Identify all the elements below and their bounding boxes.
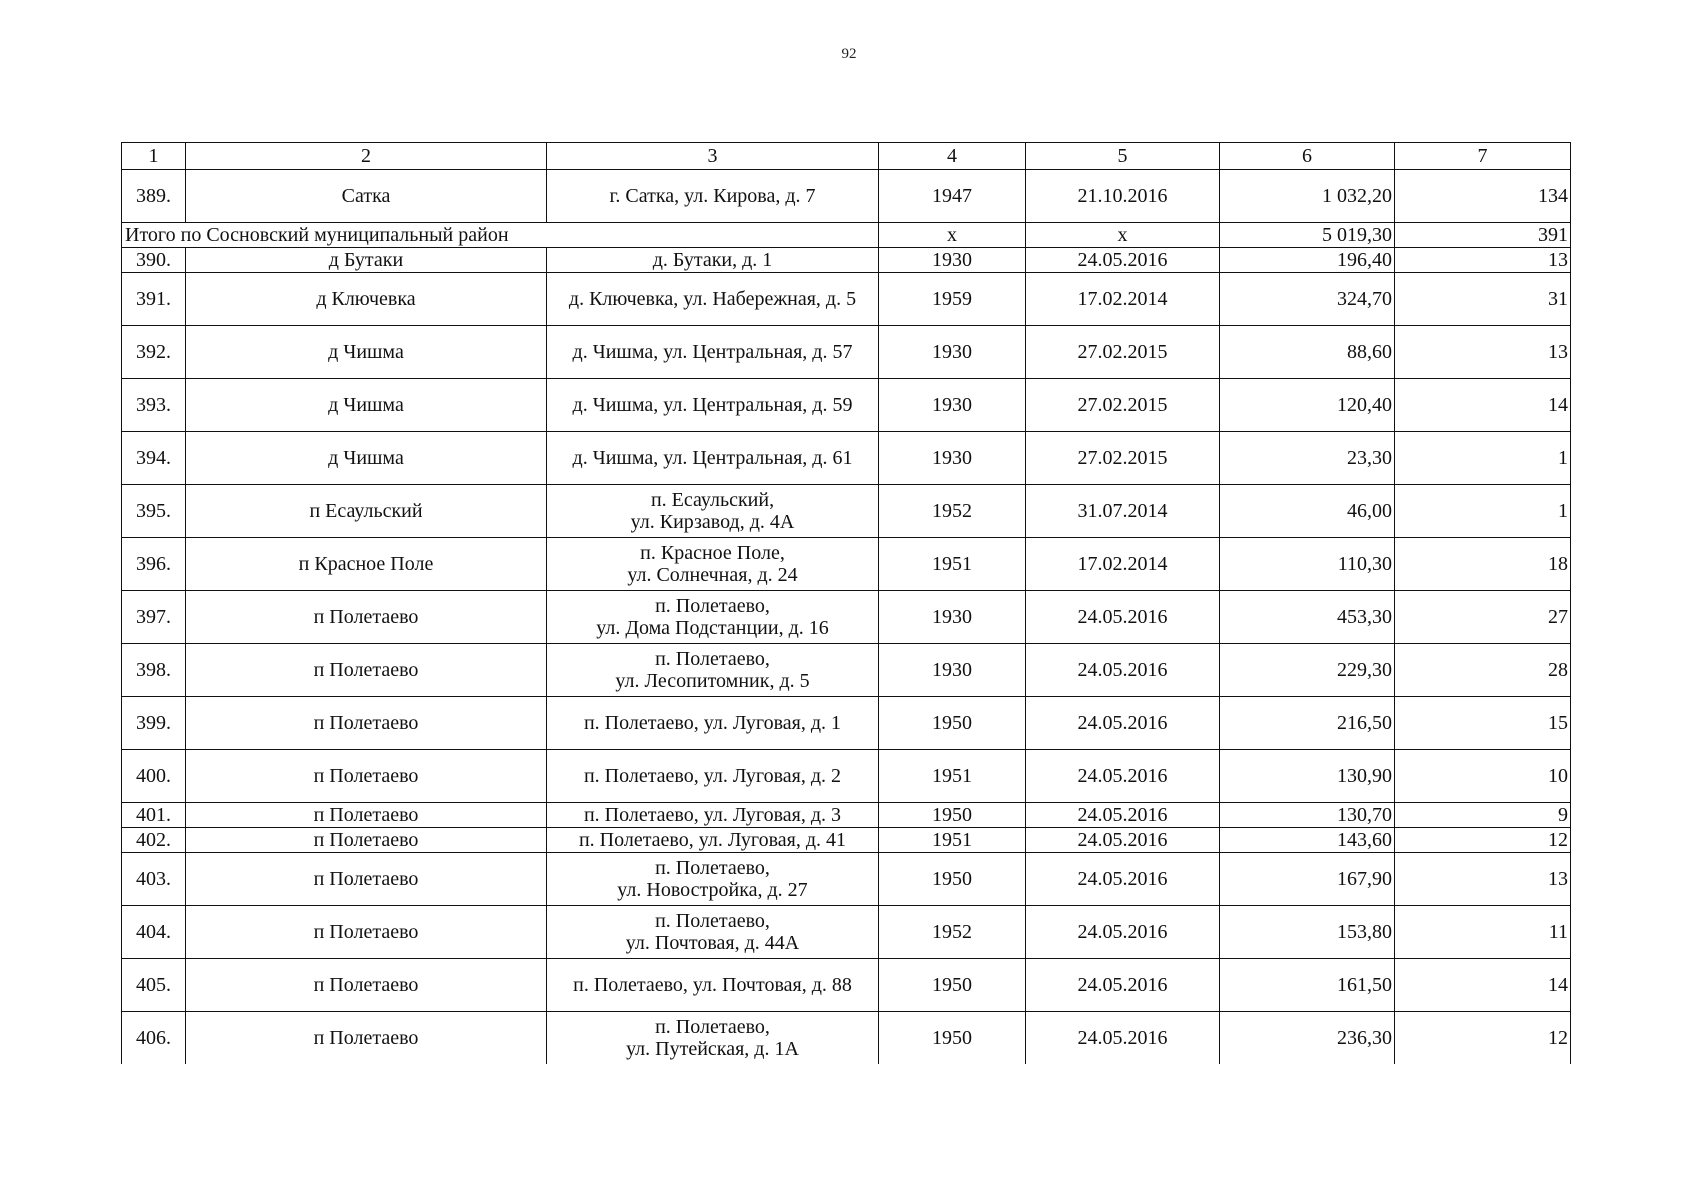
row-number: 402.: [122, 828, 186, 853]
column-number: 1: [122, 143, 186, 170]
address-line: п. Полетаево, ул. Луговая, д. 3: [583, 804, 842, 826]
area-cell: 23,30: [1220, 432, 1395, 485]
count-cell: 14: [1395, 379, 1571, 432]
table-row: [122, 379, 1571, 432]
address-line: д. Чишма, ул. Центральная, д. 61: [572, 447, 853, 469]
address-line: д. Чишма, ул. Центральная, д. 59: [572, 394, 853, 416]
date-cell: 31.07.2014: [1026, 485, 1220, 538]
area-cell: 229,30: [1220, 644, 1395, 697]
locality-cell: Сатка: [186, 170, 547, 223]
locality-cell: п Полетаево: [186, 853, 547, 906]
row-number: 400.: [122, 750, 186, 803]
date-cell: 24.05.2016: [1026, 591, 1220, 644]
count-cell: 1: [1395, 432, 1571, 485]
row-number: 394.: [122, 432, 186, 485]
table-row: [122, 538, 1571, 591]
date-cell: 17.02.2014: [1026, 273, 1220, 326]
area-cell: 1 032,20: [1220, 170, 1395, 223]
address-cell: [547, 697, 879, 750]
table-row: [122, 432, 1571, 485]
address-cell: [547, 273, 879, 326]
table-row: [122, 750, 1571, 803]
address-cell: [547, 828, 879, 853]
locality-cell: п Полетаево: [186, 1012, 547, 1065]
address-line: д. Бутаки, д. 1: [652, 249, 773, 271]
year-cell: 1950: [879, 697, 1026, 750]
locality-cell: п Полетаево: [186, 591, 547, 644]
area-cell: 196,40: [1220, 248, 1395, 273]
year-cell: х: [879, 223, 1026, 248]
total-label: Итого по Сосновский муниципальный район: [122, 223, 879, 248]
year-cell: 1930: [879, 248, 1026, 273]
row-number: 406.: [122, 1012, 186, 1065]
area-cell: 143,60: [1220, 828, 1395, 853]
locality-cell: п Полетаево: [186, 959, 547, 1012]
locality-cell: п Полетаево: [186, 644, 547, 697]
row-number: 401.: [122, 803, 186, 828]
count-cell: 11: [1395, 906, 1571, 959]
address-line: п. Полетаево, ул. Луговая, д. 41: [578, 829, 847, 851]
year-cell: 1930: [879, 379, 1026, 432]
address-line: ул. Новостройка, д. 27: [617, 879, 808, 901]
locality-cell: п Красное Поле: [186, 538, 547, 591]
locality-cell: д Чишма: [186, 379, 547, 432]
date-cell: 27.02.2015: [1026, 432, 1220, 485]
area-cell: 120,40: [1220, 379, 1395, 432]
area-cell: 236,30: [1220, 1012, 1395, 1065]
count-cell: 12: [1395, 1012, 1571, 1065]
year-cell: 1951: [879, 828, 1026, 853]
year-cell: 1930: [879, 326, 1026, 379]
date-cell: 24.05.2016: [1026, 1012, 1220, 1065]
table-body: [122, 143, 1571, 1065]
address-line: п. Полетаево, ул. Луговая, д. 1: [583, 712, 842, 734]
area-cell: 167,90: [1220, 853, 1395, 906]
address-line: п. Полетаево, ул. Луговая, д. 2: [583, 765, 842, 787]
year-cell: 1947: [879, 170, 1026, 223]
row-number: 404.: [122, 906, 186, 959]
address-line: ул. Почтовая, д. 44А: [625, 932, 800, 954]
row-number: 391.: [122, 273, 186, 326]
year-cell: 1950: [879, 1012, 1026, 1065]
area-cell: 110,30: [1220, 538, 1395, 591]
date-cell: 24.05.2016: [1026, 750, 1220, 803]
address-line: ул. Дома Подстанции, д. 16: [596, 617, 829, 639]
address-cell: [547, 1012, 879, 1065]
count-cell: 31: [1395, 273, 1571, 326]
year-cell: 1959: [879, 273, 1026, 326]
row-number: 405.: [122, 959, 186, 1012]
area-cell: 130,70: [1220, 803, 1395, 828]
address-cell: [547, 485, 879, 538]
address-cell: [547, 906, 879, 959]
table-row: [122, 906, 1571, 959]
year-cell: 1952: [879, 906, 1026, 959]
column-number: 3: [547, 143, 879, 170]
count-cell: 9: [1395, 803, 1571, 828]
area-cell: 161,50: [1220, 959, 1395, 1012]
count-cell: 27: [1395, 591, 1571, 644]
count-cell: 13: [1395, 853, 1571, 906]
count-cell: 18: [1395, 538, 1571, 591]
year-cell: 1951: [879, 750, 1026, 803]
address-cell: [547, 326, 879, 379]
date-cell: 24.05.2016: [1026, 828, 1220, 853]
year-cell: 1950: [879, 803, 1026, 828]
date-cell: 17.02.2014: [1026, 538, 1220, 591]
area-cell: 88,60: [1220, 326, 1395, 379]
row-number: 393.: [122, 379, 186, 432]
housing-register-table: [121, 142, 1571, 1064]
table-row: [122, 273, 1571, 326]
locality-cell: п Полетаево: [186, 697, 547, 750]
table-row: [122, 644, 1571, 697]
date-cell: 24.05.2016: [1026, 697, 1220, 750]
count-cell: 28: [1395, 644, 1571, 697]
address-cell: [547, 379, 879, 432]
row-number: 392.: [122, 326, 186, 379]
address-line: п. Полетаево,: [655, 1016, 770, 1038]
address-line: п. Полетаево,: [655, 910, 770, 932]
address-line: д. Ключевка, ул. Набережная, д. 5: [568, 288, 857, 310]
area-cell: 453,30: [1220, 591, 1395, 644]
row-number: 389.: [122, 170, 186, 223]
locality-cell: д Ключевка: [186, 273, 547, 326]
year-cell: 1930: [879, 644, 1026, 697]
table-row: [122, 485, 1571, 538]
address-cell: [547, 538, 879, 591]
year-cell: 1930: [879, 432, 1026, 485]
table-row: [122, 591, 1571, 644]
table-row: [122, 803, 1571, 828]
address-line: п. Полетаево,: [655, 857, 770, 879]
count-cell: 13: [1395, 248, 1571, 273]
locality-cell: п Есаульский: [186, 485, 547, 538]
page-number: 92: [841, 46, 857, 62]
locality-cell: п Полетаево: [186, 750, 547, 803]
address-cell: [547, 750, 879, 803]
table-row: [122, 170, 1571, 223]
locality-cell: д Чишма: [186, 326, 547, 379]
table-row: [122, 697, 1571, 750]
table-row: [122, 1012, 1571, 1065]
date-cell: 21.10.2016: [1026, 170, 1220, 223]
date-cell: 27.02.2015: [1026, 326, 1220, 379]
year-cell: 1952: [879, 485, 1026, 538]
table-row: [122, 959, 1571, 1012]
column-number-row: [122, 143, 1571, 170]
address-line: ул. Кирзавод, д. 4А: [630, 511, 795, 533]
address-line: д. Чишма, ул. Центральная, д. 57: [572, 341, 853, 363]
area-cell: 153,80: [1220, 906, 1395, 959]
address-line: г. Сатка, ул. Кирова, д. 7: [609, 185, 816, 207]
locality-cell: д Бутаки: [186, 248, 547, 273]
row-number: 397.: [122, 591, 186, 644]
column-number: 7: [1395, 143, 1571, 170]
date-cell: 24.05.2016: [1026, 853, 1220, 906]
table-row: [122, 326, 1571, 379]
locality-cell: д Чишма: [186, 432, 547, 485]
row-number: 403.: [122, 853, 186, 906]
address-cell: [547, 959, 879, 1012]
address-cell: [547, 803, 879, 828]
column-number: 5: [1026, 143, 1220, 170]
address-cell: [547, 853, 879, 906]
area-cell: 324,70: [1220, 273, 1395, 326]
count-cell: 10: [1395, 750, 1571, 803]
row-number: 398.: [122, 644, 186, 697]
year-cell: 1930: [879, 591, 1026, 644]
total-row: [122, 223, 1571, 248]
address-line: п. Полетаево,: [655, 595, 770, 617]
address-line: п. Полетаево,: [655, 648, 770, 670]
date-cell: 24.05.2016: [1026, 248, 1220, 273]
locality-cell: п Полетаево: [186, 828, 547, 853]
count-cell: 134: [1395, 170, 1571, 223]
count-cell: 391: [1395, 223, 1571, 248]
area-cell: 46,00: [1220, 485, 1395, 538]
year-cell: 1951: [879, 538, 1026, 591]
count-cell: 14: [1395, 959, 1571, 1012]
address-cell: [547, 170, 879, 223]
area-cell: 5 019,30: [1220, 223, 1395, 248]
date-cell: 24.05.2016: [1026, 959, 1220, 1012]
address-cell: [547, 591, 879, 644]
address-cell: [547, 432, 879, 485]
address-line: ул. Лесопитомник, д. 5: [615, 670, 810, 692]
address-line: п. Полетаево, ул. Почтовая, д. 88: [573, 974, 852, 996]
date-cell: 27.02.2015: [1026, 379, 1220, 432]
row-number: 399.: [122, 697, 186, 750]
row-number: 395.: [122, 485, 186, 538]
area-cell: 130,90: [1220, 750, 1395, 803]
column-number: 4: [879, 143, 1026, 170]
address-line: ул. Путейская, д. 1А: [626, 1038, 799, 1060]
row-number: 396.: [122, 538, 186, 591]
date-cell: 24.05.2016: [1026, 803, 1220, 828]
row-number: 390.: [122, 248, 186, 273]
address-line: п. Есаульский,: [650, 489, 775, 511]
address-cell: [547, 248, 879, 273]
locality-cell: п Полетаево: [186, 803, 547, 828]
table-row: [122, 248, 1571, 273]
count-cell: 12: [1395, 828, 1571, 853]
address-line: ул. Солнечная, д. 24: [627, 564, 798, 586]
column-number: 6: [1220, 143, 1395, 170]
area-cell: 216,50: [1220, 697, 1395, 750]
year-cell: 1950: [879, 853, 1026, 906]
table-row: [122, 828, 1571, 853]
date-cell: 24.05.2016: [1026, 644, 1220, 697]
address-cell: [547, 644, 879, 697]
table-row: [122, 853, 1571, 906]
year-cell: 1950: [879, 959, 1026, 1012]
column-number: 2: [186, 143, 547, 170]
date-cell: 24.05.2016: [1026, 906, 1220, 959]
address-line: п. Красное Поле,: [640, 542, 785, 564]
date-cell: х: [1026, 223, 1220, 248]
count-cell: 15: [1395, 697, 1571, 750]
count-cell: 13: [1395, 326, 1571, 379]
locality-cell: п Полетаево: [186, 906, 547, 959]
count-cell: 1: [1395, 485, 1571, 538]
